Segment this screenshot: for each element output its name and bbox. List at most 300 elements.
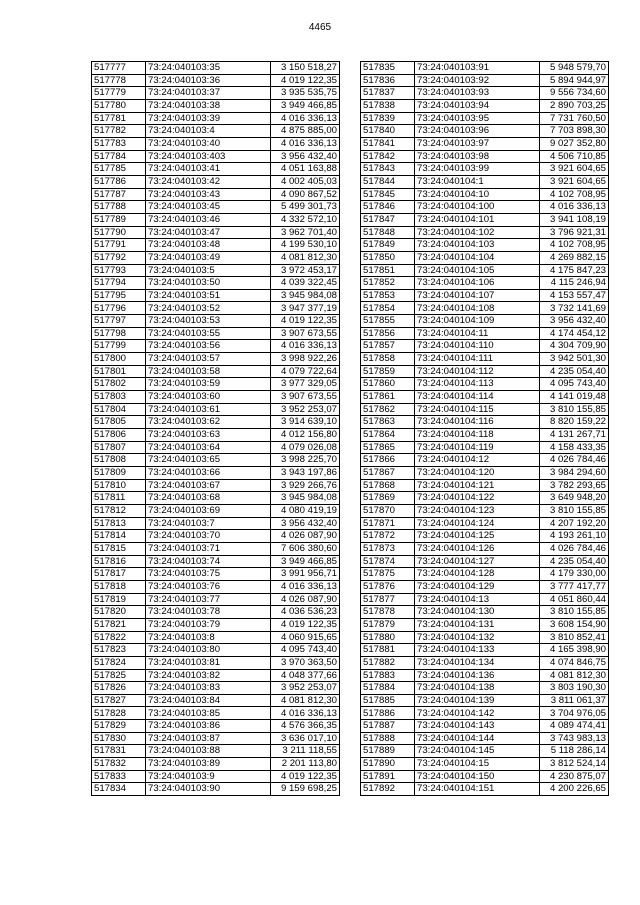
cadastral-number-cell: 73:24:040103:70 [146, 530, 271, 543]
table-row [92, 517, 340, 530]
cadastral-value-cell: 4 131 267,71 [540, 429, 609, 442]
table-row [92, 302, 340, 315]
table-row [361, 188, 609, 201]
cadastral-value-cell: 4 026 087,90 [271, 530, 340, 543]
cadastral-number-cell: 73:24:040104:110 [415, 340, 540, 353]
record-number-cell: 517843 [361, 163, 415, 176]
cadastral-value-cell: 4 051 860,44 [540, 593, 609, 606]
table-row [361, 378, 609, 391]
table-row [92, 745, 340, 758]
cadastral-value-cell: 4 080 419,19 [271, 504, 340, 517]
cadastral-number-cell: 73:24:040104:116 [415, 416, 540, 429]
cadastral-number-cell: 73:24:040104:112 [415, 365, 540, 378]
cadastral-value-cell: 3 803 190,30 [540, 682, 609, 695]
record-number-cell: 517800 [92, 353, 146, 366]
cadastral-value-cell: 3 921 604,65 [540, 163, 609, 176]
cadastral-number-cell: 73:24:040103:63 [146, 429, 271, 442]
cadastral-value-cell: 3 972 453,17 [271, 264, 340, 277]
cadastral-number-cell: 73:24:040103:53 [146, 315, 271, 328]
cadastral-number-cell: 73:24:040104:133 [415, 644, 540, 657]
table-row [92, 593, 340, 606]
cadastral-number-cell: 73:24:040104:105 [415, 264, 540, 277]
table-row [92, 99, 340, 112]
cadastral-number-cell: 73:24:040104:136 [415, 669, 540, 682]
cadastral-number-cell: 73:24:040103:89 [146, 758, 271, 771]
cadastral-value-cell: 3 942 501,30 [540, 353, 609, 366]
record-number-cell: 517839 [361, 112, 415, 125]
cadastral-value-cell: 4 193 261,10 [540, 530, 609, 543]
cadastral-number-cell: 73:24:040103:94 [415, 99, 540, 112]
cadastral-number-cell: 73:24:040104:100 [415, 201, 540, 214]
record-number-cell: 517787 [92, 188, 146, 201]
table-row [361, 289, 609, 302]
record-number-cell: 517783 [92, 137, 146, 150]
cadastral-number-cell: 73:24:040103:43 [146, 188, 271, 201]
record-number-cell: 517845 [361, 188, 415, 201]
cadastral-value-cell: 2 890 703,25 [540, 99, 609, 112]
table-row [361, 264, 609, 277]
cadastral-value-cell: 4 115 246,94 [540, 277, 609, 290]
record-number-cell: 517837 [361, 87, 415, 100]
cadastral-number-cell: 73:24:040103:78 [146, 606, 271, 619]
record-number-cell: 517781 [92, 112, 146, 125]
cadastral-number-cell: 73:24:040104:1 [415, 175, 540, 188]
table-row [361, 251, 609, 264]
record-number-cell: 517832 [92, 758, 146, 771]
cadastral-number-cell: 73:24:040104:127 [415, 555, 540, 568]
record-number-cell: 517820 [92, 606, 146, 619]
record-number-cell: 517794 [92, 277, 146, 290]
table-row [92, 62, 340, 75]
table-row [361, 403, 609, 416]
left-registry-table [91, 61, 340, 796]
table-row [92, 479, 340, 492]
table-row [92, 606, 340, 619]
record-number-cell: 517852 [361, 277, 415, 290]
cadastral-number-cell: 73:24:040103:47 [146, 226, 271, 239]
table-row [361, 770, 609, 783]
record-number-cell: 517847 [361, 213, 415, 226]
table-row [92, 770, 340, 783]
cadastral-number-cell: 73:24:040104:111 [415, 353, 540, 366]
record-number-cell: 517838 [361, 99, 415, 112]
cadastral-value-cell: 4 141 019,48 [540, 391, 609, 404]
cadastral-number-cell: 73:24:040103:67 [146, 479, 271, 492]
cadastral-number-cell: 73:24:040103:40 [146, 137, 271, 150]
record-number-cell: 517788 [92, 201, 146, 214]
cadastral-number-cell: 73:24:040103:69 [146, 504, 271, 517]
cadastral-number-cell: 73:24:040103:71 [146, 542, 271, 555]
cadastral-number-cell: 73:24:040104:103 [415, 239, 540, 252]
cadastral-number-cell: 73:24:040103:48 [146, 239, 271, 252]
cadastral-value-cell: 3 150 518,27 [271, 62, 340, 75]
cadastral-number-cell: 73:24:040103:4 [146, 125, 271, 138]
cadastral-number-cell: 73:24:040104:120 [415, 467, 540, 480]
record-number-cell: 517804 [92, 403, 146, 416]
table-row [92, 277, 340, 290]
cadastral-number-cell: 73:24:040103:81 [146, 656, 271, 669]
cadastral-value-cell: 3 636 017,10 [271, 732, 340, 745]
record-number-cell: 517789 [92, 213, 146, 226]
table-row [92, 618, 340, 631]
cadastral-number-cell: 73:24:040103:86 [146, 720, 271, 733]
table-row [361, 467, 609, 480]
cadastral-value-cell: 4 016 336,13 [540, 201, 609, 214]
record-number-cell: 517867 [361, 467, 415, 480]
cadastral-number-cell: 73:24:040104:131 [415, 618, 540, 631]
record-number-cell: 517817 [92, 568, 146, 581]
record-number-cell: 517831 [92, 745, 146, 758]
cadastral-number-cell: 73:24:040103:9 [146, 770, 271, 783]
cadastral-value-cell: 3 608 154,90 [540, 618, 609, 631]
table-row [92, 707, 340, 720]
cadastral-number-cell: 73:24:040103:83 [146, 682, 271, 695]
cadastral-value-cell: 3 945 984,08 [271, 492, 340, 505]
record-number-cell: 517875 [361, 568, 415, 581]
record-number-cell: 517855 [361, 315, 415, 328]
record-number-cell: 517825 [92, 669, 146, 682]
cadastral-number-cell: 73:24:040104:107 [415, 289, 540, 302]
table-row [361, 732, 609, 745]
record-number-cell: 517879 [361, 618, 415, 631]
cadastral-number-cell: 73:24:040103:61 [146, 403, 271, 416]
cadastral-value-cell: 4 165 398,90 [540, 644, 609, 657]
record-number-cell: 517848 [361, 226, 415, 239]
cadastral-value-cell: 3 998 225,70 [271, 454, 340, 467]
cadastral-value-cell: 5 948 579,70 [540, 62, 609, 75]
record-number-cell: 517819 [92, 593, 146, 606]
cadastral-number-cell: 73:24:040103:74 [146, 555, 271, 568]
table-row [92, 504, 340, 517]
table-row [92, 542, 340, 555]
record-number-cell: 517793 [92, 264, 146, 277]
table-row [92, 530, 340, 543]
cadastral-value-cell: 5 894 944,97 [540, 74, 609, 87]
cadastral-value-cell: 3 956 432,40 [271, 517, 340, 530]
cadastral-value-cell: 4 199 530,10 [271, 239, 340, 252]
cadastral-number-cell: 73:24:040103:97 [415, 137, 540, 150]
record-number-cell: 517844 [361, 175, 415, 188]
table-row [361, 302, 609, 315]
cadastral-number-cell: 73:24:040104:118 [415, 429, 540, 442]
record-number-cell: 517866 [361, 454, 415, 467]
table-row [361, 340, 609, 353]
record-number-cell: 517856 [361, 327, 415, 340]
table-row [361, 758, 609, 771]
record-number-cell: 517833 [92, 770, 146, 783]
record-number-cell: 517835 [361, 62, 415, 75]
cadastral-value-cell: 4 019 122,35 [271, 74, 340, 87]
cadastral-value-cell: 4 095 743,40 [540, 378, 609, 391]
record-number-cell: 517861 [361, 391, 415, 404]
cadastral-number-cell: 73:24:040103:75 [146, 568, 271, 581]
cadastral-value-cell: 3 811 061,37 [540, 694, 609, 707]
cadastral-value-cell: 4 095 743,40 [271, 644, 340, 657]
cadastral-value-cell: 4 175 847,23 [540, 264, 609, 277]
record-number-cell: 517860 [361, 378, 415, 391]
cadastral-value-cell: 4 019 122,35 [271, 770, 340, 783]
record-number-cell: 517849 [361, 239, 415, 252]
table-row [361, 454, 609, 467]
record-number-cell: 517821 [92, 618, 146, 631]
cadastral-number-cell: 73:24:040103:60 [146, 391, 271, 404]
cadastral-number-cell: 73:24:040103:76 [146, 580, 271, 593]
cadastral-number-cell: 73:24:040103:65 [146, 454, 271, 467]
table-row [361, 327, 609, 340]
record-number-cell: 517890 [361, 758, 415, 771]
table-row [361, 353, 609, 366]
record-number-cell: 517792 [92, 251, 146, 264]
table-row [92, 644, 340, 657]
record-number-cell: 517790 [92, 226, 146, 239]
cadastral-value-cell: 4 016 336,13 [271, 707, 340, 720]
cadastral-value-cell: 4 332 572,10 [271, 213, 340, 226]
table-row [361, 504, 609, 517]
cadastral-number-cell: 73:24:040103:96 [415, 125, 540, 138]
cadastral-number-cell: 73:24:040103:84 [146, 694, 271, 707]
cadastral-value-cell: 4 012 156,80 [271, 429, 340, 442]
record-number-cell: 517778 [92, 74, 146, 87]
cadastral-value-cell: 4 079 722,64 [271, 365, 340, 378]
table-row [92, 694, 340, 707]
record-number-cell: 517842 [361, 150, 415, 163]
cadastral-value-cell: 4 158 433,35 [540, 441, 609, 454]
record-number-cell: 517872 [361, 530, 415, 543]
cadastral-value-cell: 9 159 698,25 [271, 783, 340, 796]
cadastral-value-cell: 4 269 882,15 [540, 251, 609, 264]
cadastral-value-cell: 4 016 336,13 [271, 137, 340, 150]
table-row [361, 112, 609, 125]
record-number-cell: 517876 [361, 580, 415, 593]
cadastral-value-cell: 4 200 226,65 [540, 783, 609, 796]
cadastral-value-cell: 4 235 054,40 [540, 365, 609, 378]
table-row [361, 416, 609, 429]
table-row [92, 467, 340, 480]
cadastral-value-cell: 3 929 266,76 [271, 479, 340, 492]
record-number-cell: 517818 [92, 580, 146, 593]
table-row [92, 289, 340, 302]
table-row [361, 74, 609, 87]
record-number-cell: 517780 [92, 99, 146, 112]
cadastral-number-cell: 73:24:040103:5 [146, 264, 271, 277]
table-row [92, 327, 340, 340]
cadastral-value-cell: 3 921 604,65 [540, 175, 609, 188]
cadastral-number-cell: 73:24:040103:85 [146, 707, 271, 720]
cadastral-value-cell: 4 102 708,95 [540, 188, 609, 201]
cadastral-value-cell: 3 956 432,40 [540, 315, 609, 328]
cadastral-value-cell: 4 079 026,08 [271, 441, 340, 454]
table-row [92, 555, 340, 568]
cadastral-value-cell: 4 074 846,75 [540, 656, 609, 669]
cadastral-value-cell: 3 810 852,41 [540, 631, 609, 644]
record-number-cell: 517779 [92, 87, 146, 100]
cadastral-value-cell: 4 016 336,13 [271, 340, 340, 353]
cadastral-value-cell: 3 810 155,85 [540, 504, 609, 517]
cadastral-value-cell: 3 782 293,65 [540, 479, 609, 492]
cadastral-value-cell: 4 036 536,23 [271, 606, 340, 619]
cadastral-value-cell: 4 235 054,40 [540, 555, 609, 568]
record-number-cell: 517795 [92, 289, 146, 302]
table-row [361, 542, 609, 555]
record-number-cell: 517809 [92, 467, 146, 480]
record-number-cell: 517812 [92, 504, 146, 517]
cadastral-value-cell: 3 977 329,05 [271, 378, 340, 391]
table-row [361, 137, 609, 150]
table-row [361, 150, 609, 163]
cadastral-number-cell: 73:24:040104:121 [415, 479, 540, 492]
cadastral-number-cell: 73:24:040104:122 [415, 492, 540, 505]
cadastral-value-cell: 3 796 921,31 [540, 226, 609, 239]
cadastral-value-cell: 3 952 253,07 [271, 682, 340, 695]
record-number-cell: 517829 [92, 720, 146, 733]
table-row [92, 492, 340, 505]
record-number-cell: 517802 [92, 378, 146, 391]
table-row [92, 656, 340, 669]
cadastral-number-cell: 73:24:040103:99 [415, 163, 540, 176]
cadastral-number-cell: 73:24:040104:114 [415, 391, 540, 404]
record-number-cell: 517884 [361, 682, 415, 695]
table-row [92, 580, 340, 593]
record-number-cell: 517827 [92, 694, 146, 707]
record-number-cell: 517874 [361, 555, 415, 568]
cadastral-value-cell: 7 606 380,60 [271, 542, 340, 555]
table-row [92, 403, 340, 416]
cadastral-value-cell: 5 118 286,14 [540, 745, 609, 758]
cadastral-value-cell: 3 812 524,14 [540, 758, 609, 771]
cadastral-number-cell: 73:24:040104:115 [415, 403, 540, 416]
table-row [92, 213, 340, 226]
cadastral-value-cell: 4 051 163,88 [271, 163, 340, 176]
record-number-cell: 517836 [361, 74, 415, 87]
cadastral-value-cell: 4 060 915,65 [271, 631, 340, 644]
cadastral-number-cell: 73:24:040103:56 [146, 340, 271, 353]
cadastral-number-cell: 73:24:040103:36 [146, 74, 271, 87]
record-number-cell: 517803 [92, 391, 146, 404]
record-number-cell: 517841 [361, 137, 415, 150]
table-row [92, 391, 340, 404]
cadastral-value-cell: 4 207 192,20 [540, 517, 609, 530]
cadastral-number-cell: 73:24:040103:8 [146, 631, 271, 644]
table-row [92, 112, 340, 125]
record-number-cell: 517816 [92, 555, 146, 568]
record-number-cell: 517814 [92, 530, 146, 543]
cadastral-number-cell: 73:24:040103:80 [146, 644, 271, 657]
cadastral-number-cell: 73:24:040103:87 [146, 732, 271, 745]
table-row [92, 201, 340, 214]
table-row [92, 365, 340, 378]
record-number-cell: 517864 [361, 429, 415, 442]
table-row [92, 226, 340, 239]
cadastral-value-cell: 4 576 366,35 [271, 720, 340, 733]
table-row [361, 125, 609, 138]
cadastral-number-cell: 73:24:040104:134 [415, 656, 540, 669]
cadastral-number-cell: 73:24:040103:35 [146, 62, 271, 75]
cadastral-value-cell: 4 026 087,90 [271, 593, 340, 606]
cadastral-number-cell: 73:24:040104:106 [415, 277, 540, 290]
table-row [92, 150, 340, 163]
table-row [361, 530, 609, 543]
record-number-cell: 517815 [92, 542, 146, 555]
cadastral-number-cell: 73:24:040103:46 [146, 213, 271, 226]
cadastral-number-cell: 73:24:040103:98 [415, 150, 540, 163]
cadastral-value-cell: 4 016 336,13 [271, 112, 340, 125]
cadastral-value-cell: 3 949 466,85 [271, 99, 340, 112]
cadastral-value-cell: 3 941 108,19 [540, 213, 609, 226]
cadastral-number-cell: 73:24:040103:92 [415, 74, 540, 87]
table-row [361, 618, 609, 631]
cadastral-value-cell: 4 102 708,95 [540, 239, 609, 252]
record-number-cell: 517880 [361, 631, 415, 644]
table-row [361, 682, 609, 695]
table-row [361, 315, 609, 328]
cadastral-value-cell: 3 998 922,26 [271, 353, 340, 366]
table-row [361, 479, 609, 492]
cadastral-number-cell: 73:24:040103:66 [146, 467, 271, 480]
page-number: 4465 [308, 22, 332, 33]
cadastral-value-cell: 3 732 141,69 [540, 302, 609, 315]
cadastral-number-cell: 73:24:040104:12 [415, 454, 540, 467]
cadastral-value-cell: 3 810 155,85 [540, 606, 609, 619]
cadastral-number-cell: 73:24:040104:123 [415, 504, 540, 517]
cadastral-number-cell: 73:24:040103:45 [146, 201, 271, 214]
cadastral-value-cell: 3 956 432,40 [271, 150, 340, 163]
cadastral-value-cell: 4 153 557,47 [540, 289, 609, 302]
table-row [361, 201, 609, 214]
table-row [92, 74, 340, 87]
cadastral-value-cell: 3 984 294,60 [540, 467, 609, 480]
table-row [361, 593, 609, 606]
cadastral-number-cell: 73:24:040104:109 [415, 315, 540, 328]
cadastral-value-cell: 4 090 867,52 [271, 188, 340, 201]
record-number-cell: 517796 [92, 302, 146, 315]
cadastral-number-cell: 73:24:040104:129 [415, 580, 540, 593]
cadastral-number-cell: 73:24:040104:104 [415, 251, 540, 264]
cadastral-number-cell: 73:24:040104:102 [415, 226, 540, 239]
record-number-cell: 517873 [361, 542, 415, 555]
table-row [361, 175, 609, 188]
right-registry-table [360, 61, 609, 796]
cadastral-number-cell: 73:24:040104:144 [415, 732, 540, 745]
table-row [361, 239, 609, 252]
table-row [361, 163, 609, 176]
cadastral-value-cell: 3 914 639,10 [271, 416, 340, 429]
cadastral-number-cell: 73:24:040103:55 [146, 327, 271, 340]
table-row [92, 783, 340, 796]
record-number-cell: 517854 [361, 302, 415, 315]
record-number-cell: 517785 [92, 163, 146, 176]
table-row [92, 353, 340, 366]
cadastral-number-cell: 73:24:040103:77 [146, 593, 271, 606]
record-number-cell: 517858 [361, 353, 415, 366]
cadastral-value-cell: 3 991 956,71 [271, 568, 340, 581]
cadastral-value-cell: 3 777 417,77 [540, 580, 609, 593]
cadastral-value-cell: 4 026 784,46 [540, 542, 609, 555]
table-row [92, 264, 340, 277]
cadastral-value-cell: 3 949 466,85 [271, 555, 340, 568]
cadastral-value-cell: 3 970 363,50 [271, 656, 340, 669]
table-row [361, 429, 609, 442]
cadastral-number-cell: 73:24:040103:59 [146, 378, 271, 391]
table-row [92, 732, 340, 745]
cadastral-number-cell: 73:24:040103:39 [146, 112, 271, 125]
record-number-cell: 517799 [92, 340, 146, 353]
table-row [92, 682, 340, 695]
cadastral-number-cell: 73:24:040104:150 [415, 770, 540, 783]
cadastral-value-cell: 4 016 336,13 [271, 580, 340, 593]
record-number-cell: 517881 [361, 644, 415, 657]
cadastral-value-cell: 3 947 377,19 [271, 302, 340, 315]
cadastral-number-cell: 73:24:040104:138 [415, 682, 540, 695]
